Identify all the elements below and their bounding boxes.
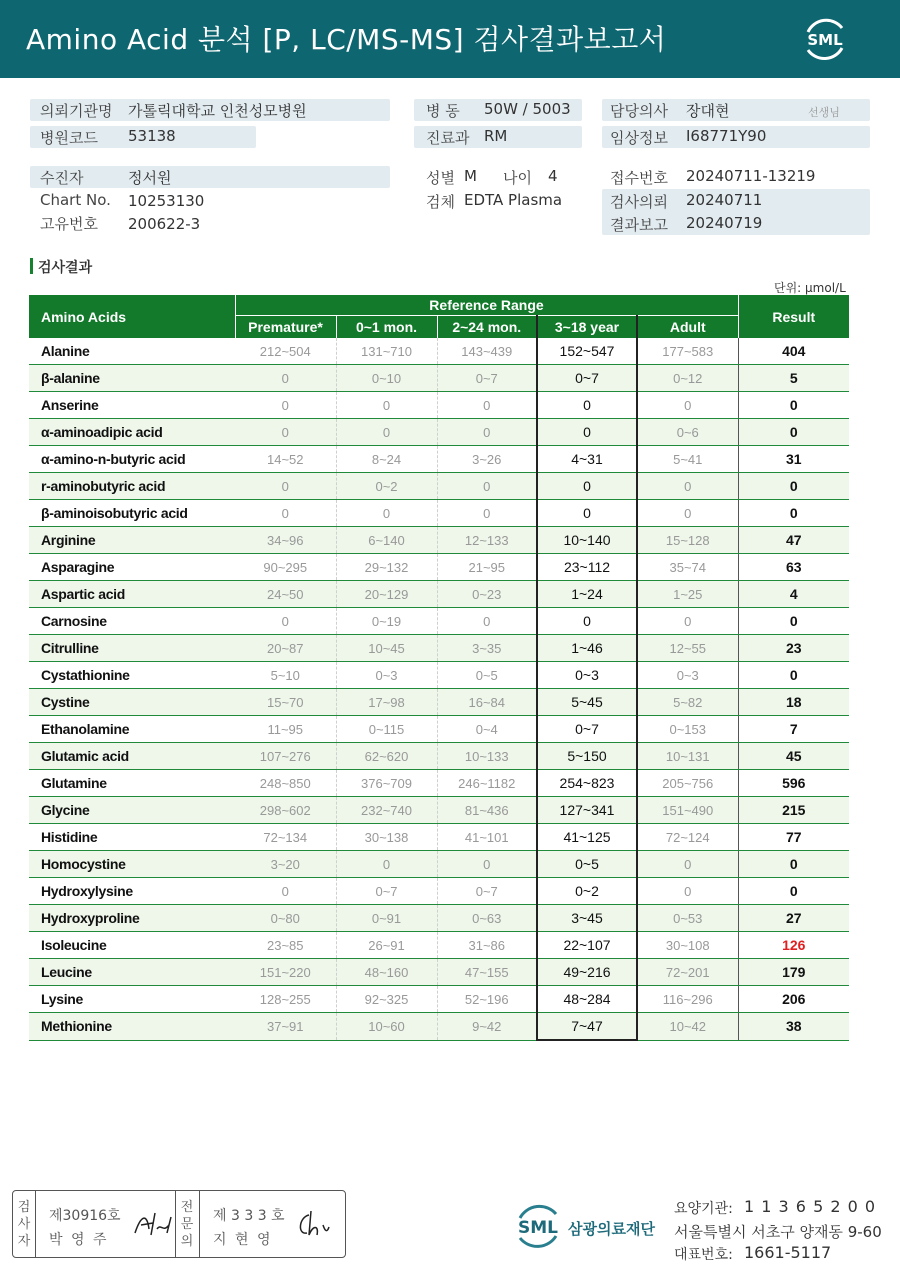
reference-range-cell: 0	[437, 500, 537, 527]
reference-range-cell: 0	[437, 851, 537, 878]
reference-range-cell: 0~153	[637, 716, 738, 743]
unit-label: 단위: μmol/L	[774, 281, 846, 295]
reference-range-cell: 49~216	[537, 959, 637, 986]
specimen-value: EDTA Plasma	[464, 191, 563, 209]
reference-range-cell: 21~95	[437, 554, 537, 581]
chart-value: 10253130	[128, 192, 205, 210]
reference-range-cell: 37~91	[235, 1013, 336, 1041]
table-row	[29, 770, 849, 797]
reference-range-cell: 47~155	[437, 959, 537, 986]
svg-text:SML: SML	[807, 31, 843, 49]
reference-range-cell: 1~24	[537, 581, 637, 608]
reference-range-cell: 0~7	[437, 878, 537, 905]
phone-number: 1661-5117	[744, 1243, 832, 1262]
unique-value: 200622-3	[128, 215, 201, 233]
result-value: 38	[738, 1013, 849, 1041]
report-date-value: 20240719	[686, 214, 763, 232]
amino-acid-name: Methionine	[29, 1013, 235, 1041]
reference-range-cell: 22~107	[537, 932, 637, 959]
reference-range-cell: 143~439	[437, 338, 537, 365]
amino-acid-name: α-aminoadipic acid	[29, 419, 235, 446]
reference-range-cell: 0	[637, 392, 738, 419]
reference-range-cell: 0	[235, 392, 336, 419]
result-value: 0	[738, 608, 849, 635]
result-value: 0	[738, 878, 849, 905]
reference-range-cell: 0~63	[437, 905, 537, 932]
reference-range-cell: 20~129	[336, 581, 437, 608]
clinical-value: I68771Y90	[686, 127, 767, 145]
amino-acid-name: Isoleucine	[29, 932, 235, 959]
header-3-18-year: 3~18 year	[537, 316, 637, 339]
reference-range-cell: 128~255	[235, 986, 336, 1013]
table-row	[29, 392, 849, 419]
result-value: 27	[738, 905, 849, 932]
result-value: 18	[738, 689, 849, 716]
amino-acid-name: Glutamic acid	[29, 743, 235, 770]
reference-range-cell: 5~41	[637, 446, 738, 473]
header-result: Result	[738, 295, 849, 338]
table-row	[29, 689, 849, 716]
sex-value: M	[464, 167, 477, 185]
reference-range-cell: 131~710	[336, 338, 437, 365]
amino-acid-name: Leucine	[29, 959, 235, 986]
reference-range-cell: 127~341	[537, 797, 637, 824]
result-value: 206	[738, 986, 849, 1013]
footer-sml-logo-icon	[510, 1198, 566, 1254]
reference-range-cell: 0	[537, 392, 637, 419]
reference-range-cell: 6~140	[336, 527, 437, 554]
reference-range-cell: 0~12	[637, 365, 738, 392]
table-row	[29, 500, 849, 527]
reference-range-cell: 0	[537, 473, 637, 500]
reference-range-cell: 31~86	[437, 932, 537, 959]
amino-acid-name: β-alanine	[29, 365, 235, 392]
reference-range-cell: 0	[235, 608, 336, 635]
reference-range-cell: 3~20	[235, 851, 336, 878]
age-value: 4	[548, 167, 558, 185]
reference-range-cell: 15~70	[235, 689, 336, 716]
table-row	[29, 986, 849, 1013]
receipt-value: 20240711-13219	[686, 167, 816, 185]
ward-value: 50W / 5003	[484, 100, 571, 118]
result-value: 7	[738, 716, 849, 743]
reference-range-cell: 0	[537, 500, 637, 527]
result-value: 596	[738, 770, 849, 797]
amino-acid-name: Ethanolamine	[29, 716, 235, 743]
result-value: 23	[738, 635, 849, 662]
reference-range-cell: 0	[637, 608, 738, 635]
table-row	[29, 419, 849, 446]
reference-range-cell: 20~87	[235, 635, 336, 662]
reference-range-cell: 41~101	[437, 824, 537, 851]
unique-label: 고유번호	[40, 215, 98, 233]
reference-range-cell: 107~276	[235, 743, 336, 770]
reference-range-cell: 298~602	[235, 797, 336, 824]
result-value: 215	[738, 797, 849, 824]
result-value: 0	[738, 392, 849, 419]
amino-acid-name: β-aminoisobutyric acid	[29, 500, 235, 527]
reference-range-cell: 3~26	[437, 446, 537, 473]
report-date-label: 결과보고	[610, 216, 668, 234]
reference-range-cell: 11~95	[235, 716, 336, 743]
reference-range-cell: 0~6	[637, 419, 738, 446]
result-value: 0	[738, 851, 849, 878]
amino-acid-name: Lysine	[29, 986, 235, 1013]
report-header	[0, 0, 900, 78]
table-row	[29, 797, 849, 824]
reference-range-cell: 14~52	[235, 446, 336, 473]
reference-range-cell: 0~53	[637, 905, 738, 932]
reference-range-cell: 24~50	[235, 581, 336, 608]
result-value: 126	[738, 932, 849, 959]
amino-acid-name: Cystathionine	[29, 662, 235, 689]
reference-range-cell: 0	[637, 851, 738, 878]
section-title-text: 검사결과	[38, 260, 93, 276]
amino-acid-name: Alanine	[29, 338, 235, 365]
amino-acid-name: r-aminobutyric acid	[29, 473, 235, 500]
header-0-1-mon: 0~1 mon.	[336, 316, 437, 339]
reference-range-cell: 0	[336, 500, 437, 527]
result-value: 45	[738, 743, 849, 770]
doctor-suffix: 선생님	[808, 106, 840, 119]
report-title: Amino Acid 분석 [P, LC/MS-MS] 검사결과보고서	[26, 23, 667, 56]
request-label: 검사의뢰	[610, 193, 668, 211]
result-value: 0	[738, 473, 849, 500]
receipt-label: 접수번호	[610, 169, 668, 187]
reference-range-cell: 5~10	[235, 662, 336, 689]
reference-range-cell: 0~115	[336, 716, 437, 743]
reference-range-cell: 0	[537, 608, 637, 635]
reference-range-cell: 35~74	[637, 554, 738, 581]
reference-range-cell: 0~3	[637, 662, 738, 689]
header-premature: Premature*	[235, 316, 336, 339]
tester-label: 검 사 자	[17, 1199, 31, 1249]
clinical-label: 임상정보	[610, 129, 668, 147]
institution-value: 가톨릭대학교 인천성모병원	[128, 102, 307, 120]
reference-range-cell: 0~7	[537, 365, 637, 392]
specimen-label: 검체	[426, 193, 455, 211]
org-name: 삼광의료재단	[568, 1220, 655, 1238]
care-label: 요양기관:	[674, 1201, 733, 1217]
reference-range-cell: 0	[235, 500, 336, 527]
reference-range-cell: 1~25	[637, 581, 738, 608]
reference-range-cell: 10~60	[336, 1013, 437, 1041]
header-reference-range: Reference Range	[235, 295, 738, 316]
ward-label: 병 동	[426, 102, 460, 120]
age-label: 나이	[503, 169, 532, 187]
svg-text:SML: SML	[518, 1218, 558, 1238]
table-row	[29, 716, 849, 743]
reference-range-cell: 10~42	[637, 1013, 738, 1041]
reference-range-cell: 10~131	[637, 743, 738, 770]
amino-acid-name: Asparagine	[29, 554, 235, 581]
header-adult: Adult	[637, 316, 738, 339]
reference-range-cell: 10~45	[336, 635, 437, 662]
reference-range-cell: 0~3	[336, 662, 437, 689]
reference-range-cell: 30~138	[336, 824, 437, 851]
reference-range-cell: 4~31	[537, 446, 637, 473]
table-row	[29, 338, 849, 365]
sex-label: 성별	[426, 169, 455, 187]
patient-label: 수진자	[40, 169, 84, 187]
amino-acid-name: Hydroxyproline	[29, 905, 235, 932]
reference-range-cell: 151~490	[637, 797, 738, 824]
result-value: 404	[738, 338, 849, 365]
reference-range-cell: 52~196	[437, 986, 537, 1013]
reference-range-cell: 10~133	[437, 743, 537, 770]
reference-range-cell: 177~583	[637, 338, 738, 365]
reference-range-cell: 0~23	[437, 581, 537, 608]
amino-acid-name: Carnosine	[29, 608, 235, 635]
reference-range-cell: 246~1182	[437, 770, 537, 797]
dept-label: 진료과	[426, 129, 470, 147]
reference-range-cell: 116~296	[637, 986, 738, 1013]
amino-acid-name: Arginine	[29, 527, 235, 554]
phone-label: 대표번호:	[674, 1247, 733, 1263]
request-value: 20240711	[686, 191, 763, 209]
result-value: 179	[738, 959, 849, 986]
reference-range-cell: 16~84	[437, 689, 537, 716]
reference-range-cell: 23~112	[537, 554, 637, 581]
footer-address: 서울특별시 서초구 양재동 9-60	[674, 1223, 882, 1241]
patient-value: 정서원	[128, 169, 172, 187]
result-value: 4	[738, 581, 849, 608]
reference-range-cell: 0	[235, 878, 336, 905]
hospital-code-value: 53138	[128, 127, 176, 145]
table-row	[29, 608, 849, 635]
amino-acid-name: Citrulline	[29, 635, 235, 662]
reference-range-cell: 0~3	[537, 662, 637, 689]
amino-acid-name: Cystine	[29, 689, 235, 716]
reference-range-cell: 0~2	[336, 473, 437, 500]
doctor-value: 장대현	[686, 102, 730, 120]
reference-range-cell: 5~150	[537, 743, 637, 770]
amino-acid-name: Hydroxylysine	[29, 878, 235, 905]
reference-range-cell: 254~823	[537, 770, 637, 797]
header-2-24-mon: 2~24 mon.	[437, 316, 537, 339]
reference-range-cell: 5~82	[637, 689, 738, 716]
signature-box	[12, 1190, 346, 1258]
table-row	[29, 473, 849, 500]
reference-range-cell: 0~80	[235, 905, 336, 932]
reference-range-cell: 0~19	[336, 608, 437, 635]
reference-range-cell: 92~325	[336, 986, 437, 1013]
reference-range-cell: 0	[437, 392, 537, 419]
result-value: 47	[738, 527, 849, 554]
reference-range-cell: 8~24	[336, 446, 437, 473]
reference-range-cell: 48~160	[336, 959, 437, 986]
tester-name: 박 영 주	[49, 1232, 109, 1248]
reference-range-cell: 0~91	[336, 905, 437, 932]
doctor-label: 담당의사	[610, 102, 668, 120]
reference-range-cell: 34~96	[235, 527, 336, 554]
reference-range-cell: 1~46	[537, 635, 637, 662]
table-row	[29, 554, 849, 581]
reference-range-cell: 0	[336, 419, 437, 446]
reference-range-cell: 72~124	[637, 824, 738, 851]
reference-range-cell: 3~45	[537, 905, 637, 932]
reference-range-cell: 90~295	[235, 554, 336, 581]
reference-range-cell: 151~220	[235, 959, 336, 986]
reference-range-cell: 0	[637, 878, 738, 905]
header-amino-acids: Amino Acids	[29, 295, 235, 338]
reference-range-cell: 5~45	[537, 689, 637, 716]
results-table	[29, 295, 849, 1041]
reference-range-cell: 0	[336, 392, 437, 419]
care-number: 1 1 3 6 5 2 0 0	[744, 1197, 877, 1216]
expert-name: 지 현 영	[213, 1232, 273, 1248]
result-value: 31	[738, 446, 849, 473]
table-row	[29, 851, 849, 878]
chart-label: Chart No.	[40, 191, 111, 209]
expert-signature-icon	[293, 1207, 341, 1241]
reference-range-cell: 15~128	[637, 527, 738, 554]
amino-acid-name: Glycine	[29, 797, 235, 824]
reference-range-cell: 9~42	[437, 1013, 537, 1041]
reference-range-cell: 3~35	[437, 635, 537, 662]
reference-range-cell: 23~85	[235, 932, 336, 959]
reference-range-cell: 0~5	[437, 662, 537, 689]
table-row	[29, 635, 849, 662]
table-row	[29, 743, 849, 770]
reference-range-cell: 26~91	[336, 932, 437, 959]
reference-range-cell: 0	[537, 419, 637, 446]
section-title	[30, 257, 92, 277]
reference-range-cell: 62~620	[336, 743, 437, 770]
reference-range-cell: 72~201	[637, 959, 738, 986]
amino-acid-name: Histidine	[29, 824, 235, 851]
table-row	[29, 824, 849, 851]
reference-range-cell: 12~133	[437, 527, 537, 554]
reference-range-cell: 0~7	[336, 878, 437, 905]
amino-acid-name: Anserine	[29, 392, 235, 419]
table-row	[29, 527, 849, 554]
reference-range-cell: 0	[235, 419, 336, 446]
result-value: 77	[738, 824, 849, 851]
reference-range-cell: 205~756	[637, 770, 738, 797]
reference-range-cell: 212~504	[235, 338, 336, 365]
reference-range-cell: 248~850	[235, 770, 336, 797]
expert-number: 제 3 3 3 호	[213, 1208, 285, 1224]
reference-range-cell: 232~740	[336, 797, 437, 824]
tester-signature-icon	[131, 1209, 179, 1239]
reference-range-cell: 0	[336, 851, 437, 878]
reference-range-cell: 0	[637, 500, 738, 527]
table-row	[29, 905, 849, 932]
tester-number: 제30916호	[49, 1208, 121, 1224]
result-value: 63	[738, 554, 849, 581]
reference-range-cell: 152~547	[537, 338, 637, 365]
table-row	[29, 1013, 849, 1041]
expert-label: 전 문 의	[180, 1199, 194, 1249]
institution-label: 의뢰기관명	[40, 102, 113, 120]
hospital-code-label: 병원코드	[40, 129, 98, 147]
reference-range-cell: 376~709	[336, 770, 437, 797]
table-row	[29, 662, 849, 689]
result-value: 0	[738, 419, 849, 446]
reference-range-cell: 81~436	[437, 797, 537, 824]
reference-range-cell: 0	[235, 365, 336, 392]
table-row	[29, 581, 849, 608]
amino-acid-name: Aspartic acid	[29, 581, 235, 608]
result-value: 5	[738, 365, 849, 392]
reference-range-cell: 10~140	[537, 527, 637, 554]
dept-value: RM	[484, 127, 508, 145]
reference-range-cell: 29~132	[336, 554, 437, 581]
amino-acid-name: Homocystine	[29, 851, 235, 878]
reference-range-cell: 0	[235, 473, 336, 500]
amino-acid-name: α-amino-n-butyric acid	[29, 446, 235, 473]
reference-range-cell: 0	[637, 473, 738, 500]
result-value: 0	[738, 662, 849, 689]
reference-range-cell: 48~284	[537, 986, 637, 1013]
table-row	[29, 365, 849, 392]
table-row	[29, 932, 849, 959]
reference-range-cell: 12~55	[637, 635, 738, 662]
sml-logo-icon	[800, 14, 850, 64]
reference-range-cell: 0~7	[437, 365, 537, 392]
table-row	[29, 878, 849, 905]
table-row	[29, 446, 849, 473]
reference-range-cell: 0~4	[437, 716, 537, 743]
reference-range-cell: 0	[437, 419, 537, 446]
reference-range-cell: 17~98	[336, 689, 437, 716]
reference-range-cell: 30~108	[637, 932, 738, 959]
reference-range-cell: 0~10	[336, 365, 437, 392]
reference-range-cell: 72~134	[235, 824, 336, 851]
reference-range-cell: 41~125	[537, 824, 637, 851]
table-row	[29, 959, 849, 986]
reference-range-cell: 0~2	[537, 878, 637, 905]
amino-acid-name: Glutamine	[29, 770, 235, 797]
result-value: 0	[738, 500, 849, 527]
reference-range-cell: 0~5	[537, 851, 637, 878]
reference-range-cell: 0	[437, 473, 537, 500]
reference-range-cell: 7~47	[537, 1013, 637, 1041]
reference-range-cell: 0~7	[537, 716, 637, 743]
reference-range-cell: 0	[437, 608, 537, 635]
